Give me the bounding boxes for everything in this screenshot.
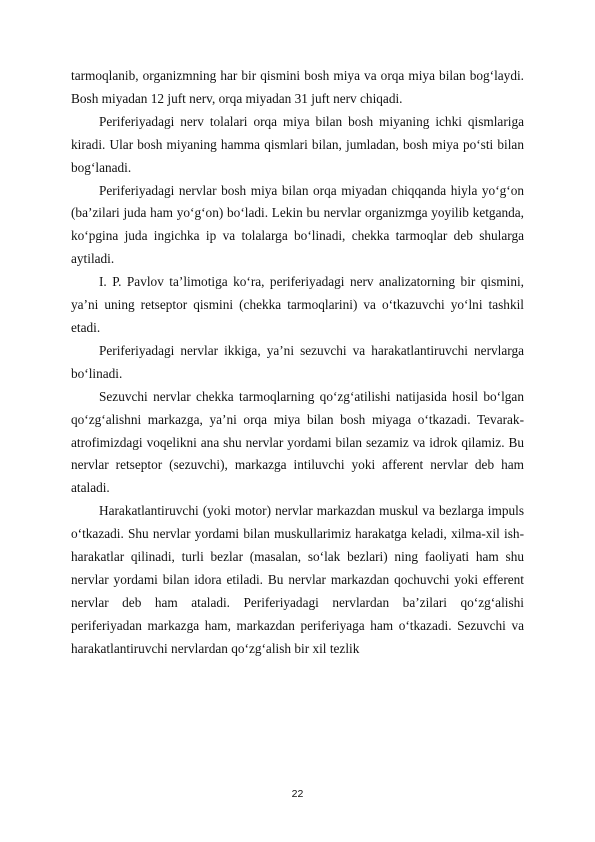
paragraph-nerve-branches: Periferiyadagi nervlar bosh miya bilan orqa miyadan chiqqanda hiyla yo‘g‘on (ba’zilari juda ham yo‘g‘on) bo‘ladi. Lekin bu nervlar organizmga yoyilib ketganda, ko‘pgina juda ingichka ip va tolalarga bo‘linadi, chekka tarmoqlar deb shularga aytiladi.: [71, 182, 524, 267]
paragraph-peripheral-fibers: Periferiyadagi nerv tolalari orqa miya bilan bosh miyaning ichki qismlariga kiradi. Ular bosh miyaning hamma qismlari bilan, jumladan, bosh miya po‘sti bilan bog‘lanadi.: [71, 113, 524, 175]
paragraph-motor-nerves: Harakatlantiruvchi (yoki motor) nervlar markazdan muskul va bezlarga impuls o‘tkazadi. Shu nervlar yordami bilan muskullarimiz harakatga keladi, xilma-xil ish-harakatlar qilinadi, turli bezlar (masalan, so‘lak bezlari) ning faoliyati ham shu nervlar yordami bilan idora etiladi. Bu nervlar markazdan qochuvchi yoki efferent nervlar deb ham ataladi. Periferiyadagi nervlardan ba’zilari qo‘zg‘alishi periferiyadan markazga ham, markazdan periferiyaga ham o‘tkazadi. Sezuvchi va harakatlantiruvchi nervlardan qo‘zg‘alish bir xil tezlik: [71, 503, 524, 656]
paragraph-continuation: tarmoqlanib, organizmning har bir qismini bosh miya va orqa miya bilan bog‘laydi. Bosh miyadan 12 juft nerv, orqa miyadan 31 juft nerv chiqadi.: [71, 68, 524, 106]
page-number: 22: [291, 788, 304, 800]
paragraph-nerve-types: Periferiyadagi nervlar ikkiga, ya’ni sezuvchi va harakatlantiruvchi nervlarga bo‘linadi.: [71, 342, 524, 381]
paragraph-sensory-nerves: Sezuvchi nervlar chekka tarmoqlarning qo‘zg‘atilishi natijasida hosil bo‘lgan qo‘zg‘alishni markazga, ya’ni orqa miya bilan bosh miyaga o‘tkazadi. Tevarak-atrofimizdagi voqelikni ana shu nervlar yordami bilan sezamiz va idrok qilamiz. Bu nervlar retseptor (sezuvchi), markazga intiluvchi yoki afferent nervlar deb ham ataladi.: [71, 388, 524, 496]
document-page: [71, 65, 524, 661]
paragraph-pavlov: I. P. Pavlov ta’limotiga ko‘ra, periferiyadagi nerv analizatorning bir qismini, ya’ni uning retseptor qismini (chekka tarmoqlarini) va o‘tkazuvchi yo‘lni tashkil etadi.: [71, 274, 524, 335]
